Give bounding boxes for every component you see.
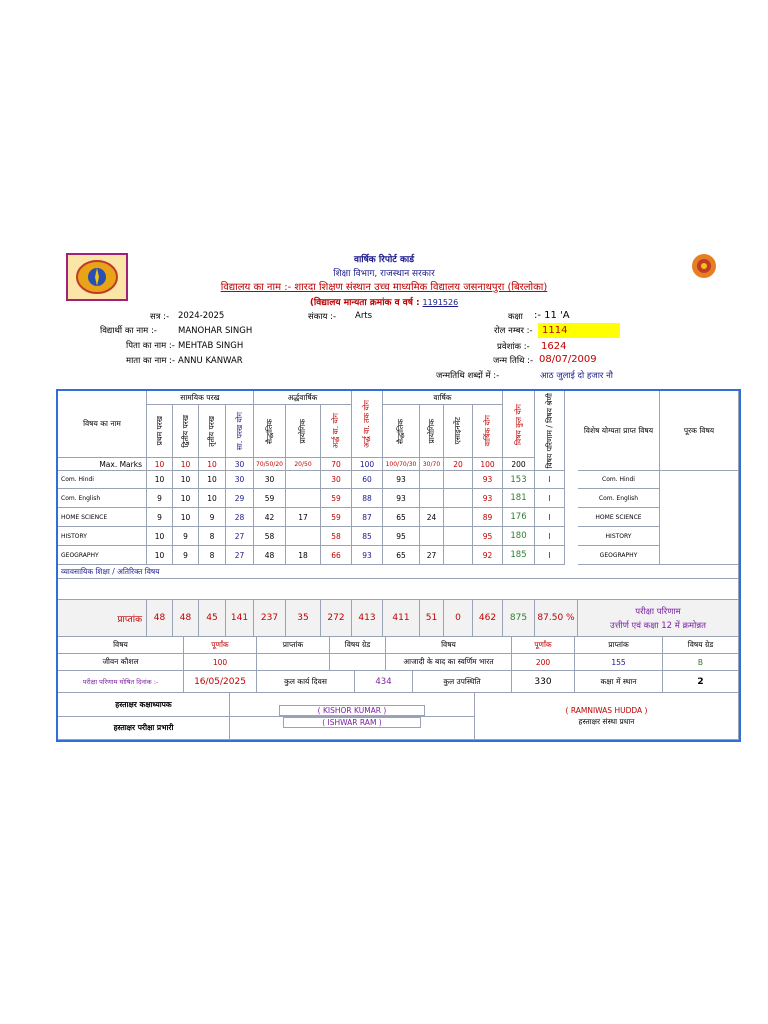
mark-cell: 30 — [226, 471, 254, 489]
col-head-special: विशेष योग्यता प्राप्त विषय — [578, 391, 660, 471]
class-value: :- 11 'A — [534, 310, 570, 321]
col-head-label: अर्द्ध वा. योग — [331, 413, 340, 449]
total-value: 462 — [473, 600, 503, 637]
principal-label: हस्ताक्षर संस्था प्रधान — [578, 716, 635, 726]
freedom-full: 200 — [512, 654, 575, 671]
mark-cell: 58 — [321, 527, 352, 546]
total-value: 272 — [321, 600, 352, 637]
col-head-6 — [321, 405, 352, 458]
mark-cell: 59 — [321, 489, 352, 508]
dob-label: जन्म तिथि :- — [493, 356, 534, 366]
father-label: पिता का नाम :- — [126, 341, 175, 351]
mark-cell: 185 — [503, 546, 535, 565]
mark-cell: 60 — [352, 471, 383, 489]
freedom-subject: आजादी के बाद का स्वर्णिम भारत — [386, 654, 512, 671]
max-mark: 200 — [503, 458, 535, 471]
col-head-label: वार्षिक योग — [482, 415, 492, 447]
mark-cell: 48 — [254, 546, 286, 565]
class-label: कक्षा — [508, 312, 523, 322]
mark-cell: 27 — [226, 546, 254, 565]
mark-cell: 93 — [383, 471, 420, 489]
life-skill-grade — [330, 654, 386, 671]
report-title: वार्षिक रिपोर्ट कार्ड — [353, 255, 415, 265]
max-mark: 100 — [352, 458, 383, 471]
result-date: 16/05/2025 — [184, 671, 257, 693]
total-value: 875 — [503, 600, 535, 637]
total-value: 51 — [420, 600, 444, 637]
max-mark: 10 — [173, 458, 199, 471]
mother-label: माता का नाम :- — [126, 356, 176, 366]
mark-cell: 59 — [321, 508, 352, 527]
school-name: विद्यालय का नाम :- शारदा शिक्षण संस्थान उच्च माध्यमिक विद्यालय जसनाथपुरा (बिरलोका) — [220, 282, 548, 293]
mark-cell: 10 — [173, 508, 199, 527]
session-value: 2024-2025 — [178, 311, 225, 321]
col-head-0 — [147, 405, 173, 458]
total-value: 48 — [147, 600, 173, 637]
roll-label: रोल नम्बर :- — [494, 326, 533, 336]
col-head-11 — [473, 405, 503, 458]
max-mark: 30 — [226, 458, 254, 471]
total-value: 411 — [383, 600, 420, 637]
col-head-label: अर्द्ध वा. तक योग — [362, 400, 371, 448]
mark-cell: 87 — [352, 508, 383, 527]
total-value: 87.50 % — [535, 600, 578, 637]
mark-cell: 9 — [199, 508, 226, 527]
result-box — [578, 600, 739, 637]
mark-cell: 27 — [226, 527, 254, 546]
col-head-label: तृतीय परख — [207, 415, 216, 447]
father-value: MEHTAB SINGH — [178, 341, 244, 351]
max-mark: 30/70 — [420, 458, 444, 471]
exam-incharge-name: ( ISHWAR RAM ) — [283, 717, 420, 728]
mark-cell: 9 — [147, 508, 173, 527]
mark-cell — [444, 508, 473, 527]
extra-grade-head-2: विषय ग्रेड — [663, 637, 739, 654]
mark-cell — [444, 527, 473, 546]
session-label: सत्र :- — [150, 312, 170, 322]
rank-label: कक्षा में स्थान — [575, 671, 663, 693]
subject-name: Com. English — [58, 489, 147, 508]
mark-cell: 10 — [173, 489, 199, 508]
emblem-icon — [690, 253, 718, 279]
mark-cell — [444, 471, 473, 489]
principal-cell — [475, 693, 739, 740]
mark-cell: 42 — [254, 508, 286, 527]
col-head-label: प्रथम परख — [154, 416, 164, 446]
mark-cell: 29 — [226, 489, 254, 508]
total-value: 141 — [226, 600, 254, 637]
special-subject: HISTORY — [578, 527, 660, 546]
admission-label: प्रवेशांक :- — [497, 342, 530, 352]
rank: 2 — [663, 671, 739, 693]
col-head-3 — [226, 405, 254, 458]
mark-cell — [286, 489, 321, 508]
subject-grade: I — [535, 527, 565, 546]
col-head-7 — [352, 391, 383, 458]
col-head-1 — [173, 405, 199, 458]
result-head: परीक्षा परिणाम — [635, 606, 681, 617]
freedom-obtained: 155 — [575, 654, 663, 671]
special-subject: GEOGRAPHY — [578, 546, 660, 565]
col-head-label: द्वितीय परख — [180, 414, 190, 448]
exam-incharge-label: हस्ताक्षर परीक्षा प्रभारी — [58, 717, 230, 740]
mark-cell: 10 — [147, 527, 173, 546]
vocational-head: व्यावसायिक शिक्षा / अतिरिक्त विषय — [58, 565, 739, 579]
col-head-10 — [444, 405, 473, 458]
mark-cell: 88 — [352, 489, 383, 508]
mark-cell: 8 — [199, 527, 226, 546]
col-head-result — [535, 391, 565, 471]
mark-cell — [286, 527, 321, 546]
mark-cell: 30 — [321, 471, 352, 489]
mark-cell: 10 — [147, 546, 173, 565]
total-value: 237 — [254, 600, 286, 637]
mark-cell: 93 — [473, 489, 503, 508]
mark-cell — [420, 527, 444, 546]
mark-cell: 10 — [147, 471, 173, 489]
mark-cell: 180 — [503, 527, 535, 546]
mark-cell: 28 — [226, 508, 254, 527]
extra-obtained-head: प्राप्तांक — [257, 637, 330, 654]
subject-grade: I — [535, 489, 565, 508]
dob-value: 08/07/2009 — [539, 354, 597, 365]
col-head-supplementary: पूरक विषय — [660, 391, 739, 471]
total-label: प्राप्तांक — [58, 600, 147, 637]
special-subject: Com. Hindi — [578, 471, 660, 489]
mark-cell: 65 — [383, 508, 420, 527]
department: शिक्षा विभाग, राजस्थान सरकार — [333, 269, 435, 279]
col-head-label: प्रायोगिक — [298, 418, 307, 444]
total-value: 35 — [286, 600, 321, 637]
extra-full-head-2: पूर्णांक — [512, 637, 575, 654]
school-logo — [66, 253, 128, 301]
working-days: 434 — [355, 671, 413, 693]
subject-head: विषय का नाम — [58, 391, 147, 458]
dob-words-value: आठ जुलाई दो हजार नौ — [540, 371, 614, 381]
subject-grade: I — [535, 508, 565, 527]
mark-cell: 18 — [286, 546, 321, 565]
col-head-8 — [383, 405, 420, 458]
marks-table — [58, 391, 739, 740]
mark-cell — [444, 546, 473, 565]
mark-cell: 17 — [286, 508, 321, 527]
mark-cell: 85 — [352, 527, 383, 546]
subject-name: HOME SCIENCE — [58, 508, 147, 527]
working-days-label: कुल कार्य दिवस — [257, 671, 355, 693]
result-value: उत्तीर्ण एवं कक्षा 12 में क्रमोन्नत — [609, 620, 707, 631]
mark-cell: 9 — [173, 546, 199, 565]
col-head-label: सैद्धांतिक — [396, 418, 405, 444]
class-teacher-label: हस्ताक्षर कक्षाध्यापक — [58, 693, 230, 717]
dob-words-label: जन्मतिथि शब्दों में :- — [436, 371, 500, 381]
col-head-12 — [503, 391, 535, 458]
mark-cell: 176 — [503, 508, 535, 527]
col-head-2 — [199, 405, 226, 458]
subject-name: HISTORY — [58, 527, 147, 546]
principal-name: ( RAMNIWAS HUDDA ) — [565, 705, 648, 715]
mark-cell — [420, 471, 444, 489]
mark-cell: 8 — [199, 546, 226, 565]
mark-cell: 30 — [254, 471, 286, 489]
freedom-grade: B — [663, 654, 739, 671]
col-head-label: एसाइनमेंट — [453, 417, 462, 445]
total-value: 413 — [352, 600, 383, 637]
group-periodic: सामयिक परख — [147, 391, 254, 405]
student-value: MANOHAR SINGH — [178, 326, 253, 336]
mark-cell — [286, 471, 321, 489]
mark-cell: 93 — [473, 471, 503, 489]
attendance-label: कुल उपस्थिति — [413, 671, 512, 693]
special-subject: HOME SCIENCE — [578, 508, 660, 527]
mark-cell: 95 — [383, 527, 420, 546]
extra-subject-head: विषय — [58, 637, 184, 654]
col-head-9 — [420, 405, 444, 458]
max-mark: 70 — [321, 458, 352, 471]
mark-cell: 181 — [503, 489, 535, 508]
max-mark: 10 — [147, 458, 173, 471]
col-head-label: विषय कुल योग — [513, 403, 523, 445]
col-head-label: सा. परख योग — [234, 411, 244, 451]
roll-number: 1114 — [538, 323, 620, 338]
mark-cell: 27 — [420, 546, 444, 565]
mark-cell: 65 — [383, 546, 420, 565]
mother-value: ANNU KANWAR — [178, 356, 243, 366]
max-mark: 70/50/20 — [254, 458, 286, 471]
max-mark: 20 — [444, 458, 473, 471]
col-head-label: सैद्धांतिक — [264, 418, 274, 444]
faculty-value: Arts — [355, 311, 373, 321]
mark-cell: 95 — [473, 527, 503, 546]
max-mark: 10 — [199, 458, 226, 471]
mark-cell: 92 — [473, 546, 503, 565]
attendance: 330 — [512, 671, 575, 693]
recognition: (विद्यालय मान्यता क्रमांक व वर्ष : 1191526 — [309, 298, 459, 308]
mark-cell — [444, 489, 473, 508]
col-head-label: प्रायोगिक — [426, 418, 436, 444]
student-label: विद्यार्थी का नाम :- — [100, 326, 157, 336]
mark-cell: 66 — [321, 546, 352, 565]
col-head-5 — [286, 405, 321, 458]
subject-name: GEOGRAPHY — [58, 546, 147, 565]
mark-cell: 93 — [383, 489, 420, 508]
vocational-row — [58, 579, 739, 600]
life-skill-obtained — [257, 654, 330, 671]
extra-subject-head-2: विषय — [386, 637, 512, 654]
subject-grade: I — [535, 471, 565, 489]
supplementary-cell — [660, 471, 739, 565]
total-value: 0 — [444, 600, 473, 637]
col-head-label: विषय परिणाम / विषय श्रेणी — [544, 392, 554, 469]
mark-cell: 9 — [147, 489, 173, 508]
exam-incharge-cell — [230, 717, 475, 740]
group-annual: वार्षिक — [383, 391, 503, 405]
life-skill-full: 100 — [184, 654, 257, 671]
max-mark: 100/70/30 — [383, 458, 420, 471]
life-skill-name: जीवन कौशल — [58, 654, 184, 671]
extra-full-head: पूर्णांक — [184, 637, 257, 654]
mark-cell: 9 — [173, 527, 199, 546]
mark-cell — [420, 489, 444, 508]
mark-cell: 58 — [254, 527, 286, 546]
max-mark: 100 — [473, 458, 503, 471]
result-date-label: परीक्षा परिणाम घोषित दिनांक :- — [58, 671, 184, 693]
mark-cell: 24 — [420, 508, 444, 527]
mark-cell: 153 — [503, 471, 535, 489]
total-value: 48 — [173, 600, 199, 637]
faculty-label: संकाय :- — [308, 312, 337, 322]
mark-cell: 89 — [473, 508, 503, 527]
col-head-4 — [254, 405, 286, 458]
mark-cell: 59 — [254, 489, 286, 508]
mark-cell: 10 — [173, 471, 199, 489]
group-half-yearly: अर्द्धवार्षिक — [254, 391, 352, 405]
max-mark: 20/50 — [286, 458, 321, 471]
subject-name: Com. Hindi — [58, 471, 147, 489]
mark-cell: 10 — [199, 471, 226, 489]
special-subject: Com. English — [578, 489, 660, 508]
extra-obtained-head-2: प्राप्तांक — [575, 637, 663, 654]
mark-cell: 10 — [199, 489, 226, 508]
mark-cell: 93 — [352, 546, 383, 565]
total-value: 45 — [199, 600, 226, 637]
class-teacher-cell — [230, 693, 475, 717]
class-teacher-name: ( KISHOR KUMAR ) — [279, 705, 426, 716]
admission-value: 1624 — [541, 341, 567, 352]
max-marks-label: Max. Marks — [58, 458, 147, 471]
extra-grade-head: विषय ग्रेड — [330, 637, 386, 654]
subject-grade: I — [535, 546, 565, 565]
